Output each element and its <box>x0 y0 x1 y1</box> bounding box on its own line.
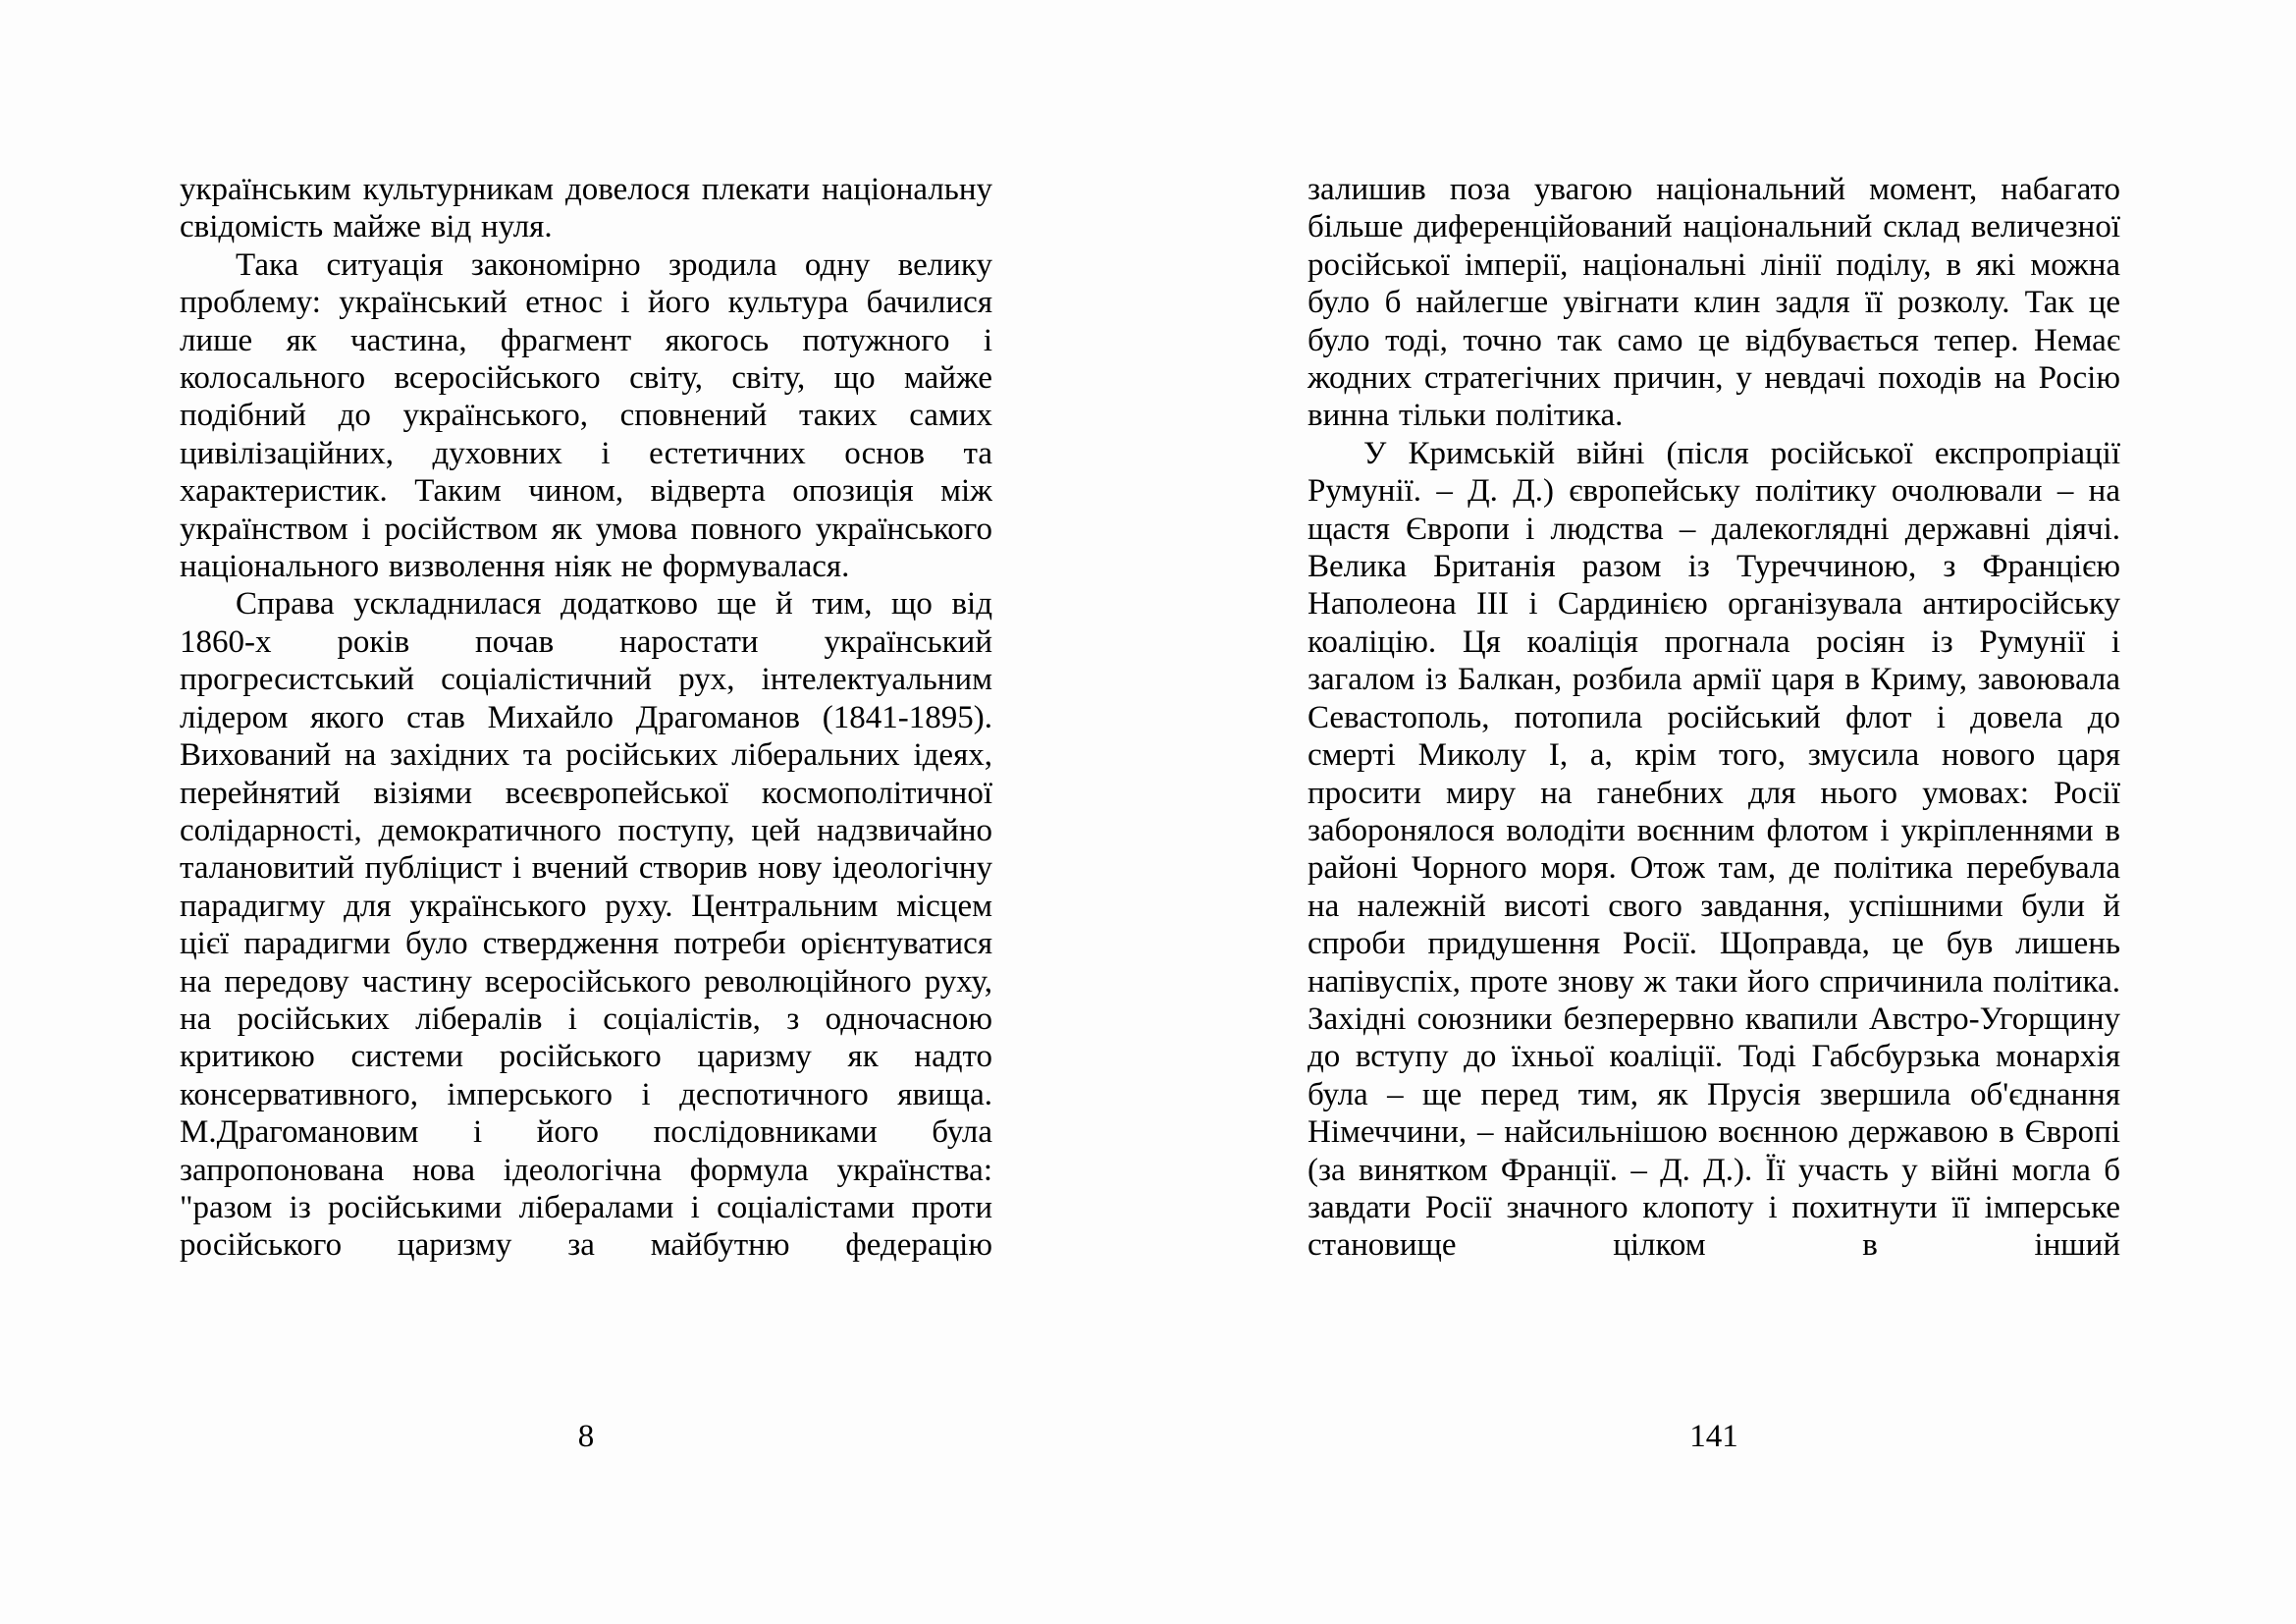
page-number-left: 8 <box>577 1419 595 1454</box>
page-right <box>1308 0 2120 1624</box>
paragraph: Така ситуація закономірно зродила одну велику проблему: український етнос і його культура бачилися лише як частина, фрагмент якогось потужного і колосального всеросійського світу, світу, що майже подібний до українського, сповнений таких самих цивілізаційних, духовних і естетичних основ та характеристик. Таким чином, відверта опозиція між українством і російством як умова повного українського національного визволення ніяк не формувалася. <box>180 246 992 585</box>
page-left-text-block <box>180 0 992 1265</box>
page-right-text-block <box>1308 0 2120 1265</box>
paragraph: У Кримській війні (після російської експропріації Румунії. – Д. Д.) європейську політику очолювали – на щастя Європи і людства – далекоглядні державні діячі. Велика Британія разом із Туреччиною, з Францією Наполеона III і Сардинією організувала антиросійську коаліцію. Ця коаліція прогнала росіян із Румунії і загалом із Балкан, розбила армії царя в Криму, завоювала Севастополь, потопила російський флот і довела до смерті Миколу I, а, крім того, змусила нового царя просити миру на ганебних для нього умовах: Росії заборонялося володіти воєнним флотом і укріпленнями в районі Чорного моря. Отож там, де політика перебувала на належній висоті свого завдання, успішними були й спроби придушення Росії. Щоправда, це був лишень напівуспіх, проте знову ж таки його спричинила політика. Західні союзники безперервно квапили Австро-Угорщину до вступу до їхньої коаліції. Тоді Габсбурзька монархія була – ще перед тим, як Прусія звершила об'єднання Німеччини, – найсильнішою воєнною державою в Європі (за винятком Франції. – Д. Д.). Її участь у війні могла б завдати Росії значного клопоту і похитнути її імперське становище цілком в інший <box>1308 435 2120 1264</box>
paragraph: Справа ускладнилася додатково ще й тим, що від 1860-х років почав наростати український прогресистський соціалістичний рух, інтелектуальним лідером якого став Михайло Драгоманов (1841-1895). Вихований на західних та російських ліберальних ідеях, перейнятий візіями всеєвропейської космополітичної солідарності, демократичного поступу, цей надзвичайно талановитий публіцист і вчений створив нову ідеологічну парадигму для українського руху. Центральним місцем цієї парадигми було ствердження потреби орієнтуватися на передову частину всеросійського революційного руху, на російських лібералів і соціалістів, з одночасною критикою системи російського царизму як надто консервативного, імперського і деспотичного явища. М.Драгомановим і його послідовниками була запропонована нова ідеологічна формула українства: "разом із російськими лібералами і соціалістами проти російського царизму за майбутню федерацію <box>180 586 992 1264</box>
page-left <box>180 0 992 1624</box>
page-number-right: 141 <box>1689 1419 1738 1454</box>
paragraph: залишив поза увагою національний момент, набагато більше диференційований національний склад величезної російської імперії, національні лінії поділу, в які можна було б найлегше увігнати клин задля її розколу. Так це було тоді, точно так само це відбувається тепер. Немає жодних стратегічних причин, у невдачі походів на Росію винна тільки політика. <box>1308 172 2120 434</box>
paragraph: українським культурникам довелося плекати національну свідомість майже від нуля. <box>180 172 992 245</box>
